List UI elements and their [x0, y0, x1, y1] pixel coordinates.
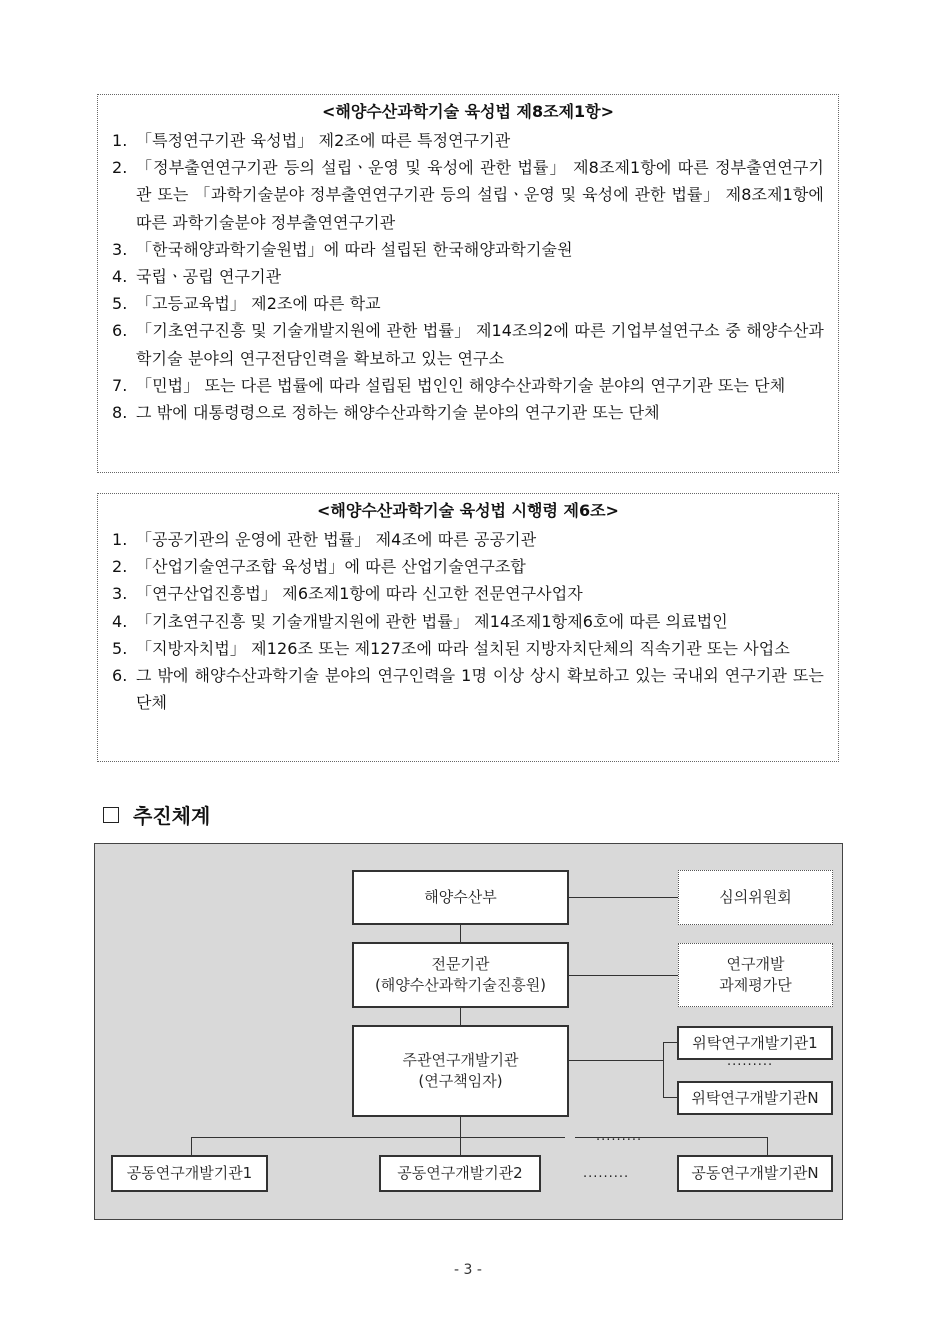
connector-line: [568, 975, 678, 976]
connector-line: [663, 1097, 677, 1098]
ellipsis: .........: [596, 1129, 643, 1144]
connector-line: [191, 1137, 565, 1138]
connector-line: [663, 1042, 677, 1043]
connector-line: [460, 1137, 461, 1155]
list-item: 8. 그 밖에 대통령령으로 정하는 해양수산과학기술 분야의 연구기관 또는 단체: [112, 403, 660, 423]
list-item: 6. 그 밖에 해양수산과학기술 분야의 연구인력을 1명 이상 상시 확보하고 있는 국내외 연구기관 또는 단체: [112, 666, 824, 713]
evaluation-line1: 연구개발: [726, 955, 785, 973]
org-chart: [94, 843, 843, 1220]
ellipsis: .........: [583, 1166, 630, 1181]
committee-label: 심의위원회: [719, 888, 792, 906]
list-item: 1. 「공공기관의 운영에 관한 법률」 제4조에 따른 공공기관: [112, 530, 537, 549]
connector-line: [568, 1060, 663, 1061]
list-item: 5. 「지방자치법」 제126조 또는 제127조에 따라 설치된 지방자치단체의 직속기관 또는 사업소: [112, 638, 790, 658]
list-item: 1. 「특정연구기관 육성법」 제2조에 따른 특정연구기관: [112, 131, 511, 150]
list-item: 2. 「정부출연연구기관 등의 설립ㆍ운영 및 육성에 관한 법률」 제8조제1항에 따른 정부출연연구기관 또는 「과학기술분야 정부출연연구기관 등의 설립ㆍ운영 및 육성에 관한 법률」 제8조제1항에 따른 과학기술분야 정부출연연구기관: [112, 158, 824, 232]
evaluation-node: [678, 943, 833, 1007]
joint-institution-2-node: 공동연구개발기관2: [379, 1155, 541, 1192]
law-article-title: <해양수산과학기술 육성법 제8조제1항>: [321, 102, 615, 121]
evaluation-line2: 과제평가단: [719, 976, 792, 994]
lead-institution-node: [352, 1025, 569, 1117]
list-item: 4. 「기초연구진흥 및 기술개발지원에 관한 법률」 제14조제1항제6호에 따른 의료법인: [112, 611, 728, 631]
agency-subname: (해양수산과학기술진흥원): [374, 976, 547, 994]
list-item: 4. 국립ㆍ공립 연구기관: [112, 267, 282, 287]
ellipsis: .........: [727, 1054, 774, 1069]
list-item: 2. 「산업기술연구조합 육성법」에 따른 산업기술연구조합: [112, 557, 526, 577]
decree-article-title: <해양수산과학기술 육성법 시행령 제6조>: [317, 501, 619, 520]
ministry-label: 해양수산부: [424, 888, 497, 906]
connector-line: [191, 1137, 192, 1155]
section-title: 추진체계: [133, 804, 211, 828]
connector-line: [767, 1137, 768, 1155]
law-article-box: [97, 94, 839, 473]
section-heading: [103, 800, 210, 829]
connector-line: [663, 1042, 664, 1097]
ministry-node: [352, 870, 569, 925]
list-item: 7. 「민법」 또는 다른 법률에 따라 설립된 법인인 해양수산과학기술 분야의 연구기관 또는 단체: [112, 375, 786, 395]
page-number: - 3 -: [454, 1262, 482, 1278]
list-item: 6. 「기초연구진흥 및 기술개발지원에 관한 법률」 제14조의2에 따른 기업부설연구소 중 해양수산과학기술 분야의 연구전담인력을 확보하고 있는 연구소: [112, 321, 824, 368]
committee-node: [678, 870, 833, 925]
consign-institution-n-node: 위탁연구개발기관N: [677, 1081, 833, 1115]
connector-line: [460, 925, 461, 942]
consign-institution-1-node: 위탁연구개발기관1: [677, 1026, 833, 1060]
joint-institution-1-node: 공동연구개발기관1: [111, 1155, 268, 1192]
list-item: 3. 「연구산업진흥법」 제6조제1항에 따라 신고한 전문연구사업자: [112, 584, 583, 604]
connector-line: [460, 1008, 461, 1025]
lead-institution-name: 주관연구개발기관: [402, 1051, 519, 1069]
connector-line: [568, 897, 678, 898]
list-item: 5. 「고등교육법」 제2조에 따른 학교: [112, 294, 381, 314]
decree-article-list: [112, 526, 824, 716]
list-item: 3. 「한국해양과학기술원법」에 따라 설립된 한국해양과학기술원: [112, 239, 573, 259]
connector-line: [460, 1117, 461, 1137]
square-bullet-icon: [103, 807, 119, 823]
law-article-list: [112, 127, 824, 426]
agency-node: [352, 942, 569, 1008]
lead-researcher-label: (연구책임자): [418, 1072, 503, 1090]
joint-institution-n-node: 공동연구개발기관N: [677, 1155, 833, 1192]
decree-article-box: [97, 493, 839, 762]
agency-name: 전문기관: [431, 955, 490, 973]
